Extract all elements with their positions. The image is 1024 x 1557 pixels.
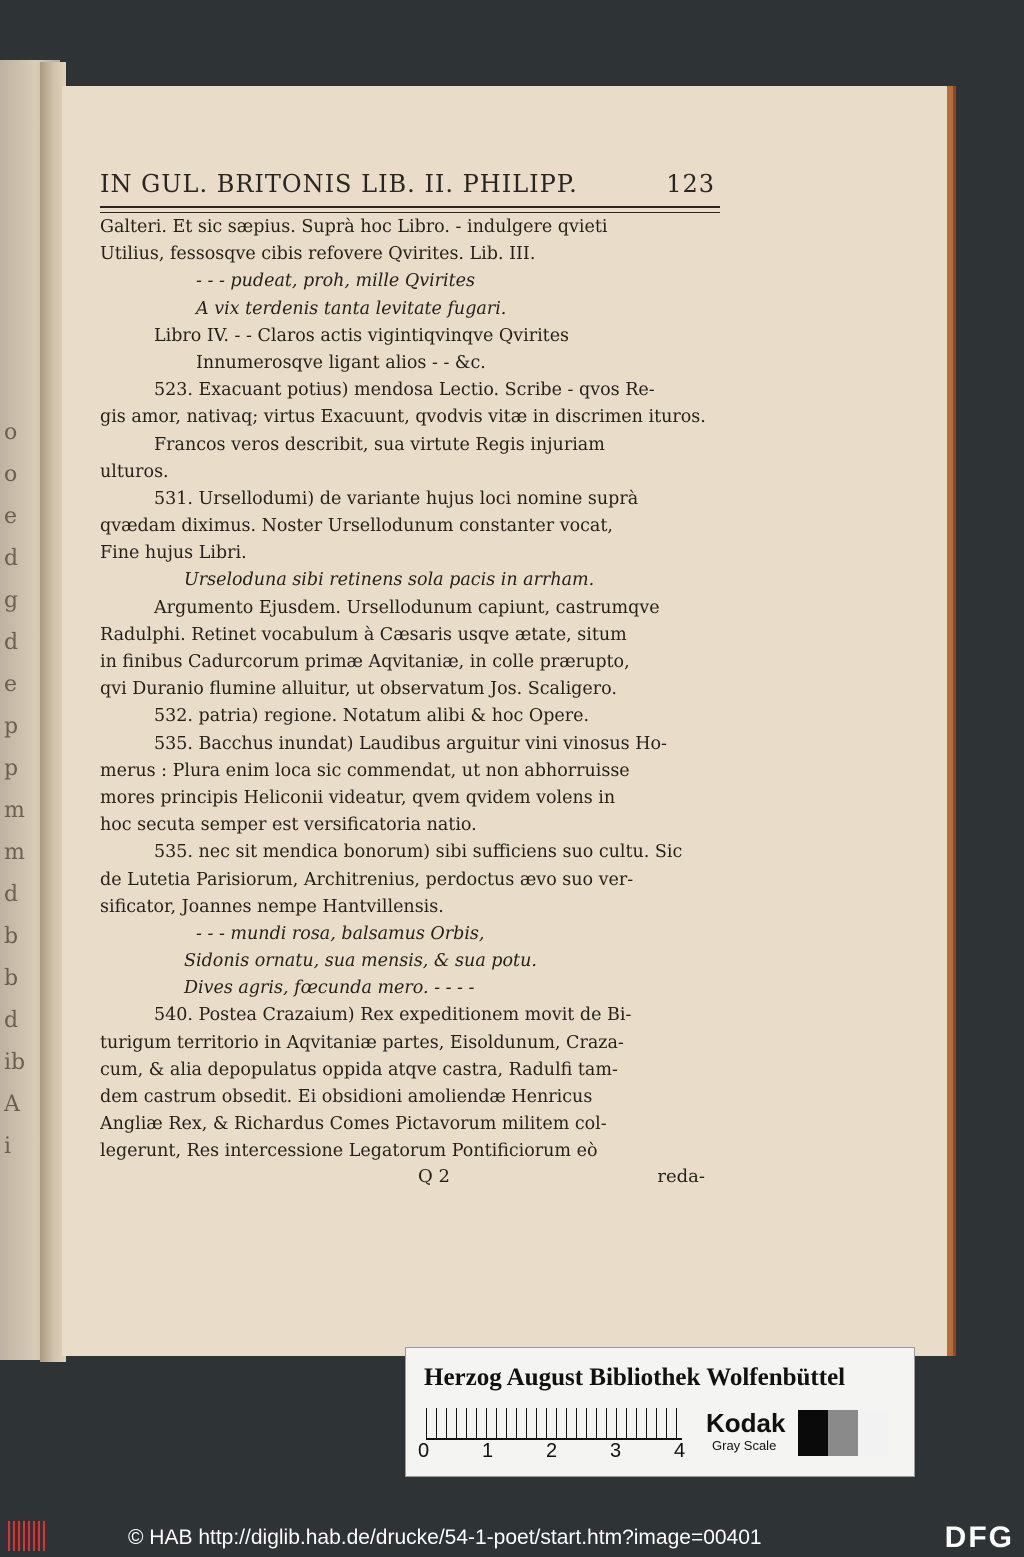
text-line: hoc secuta semper est versificatoria natio. — [100, 815, 477, 836]
left-fragment-letter: b — [4, 966, 19, 991]
gray-swatch — [828, 1410, 858, 1456]
text-line: in finibus Cadurcorum primæ Aqvitaniæ, in colle prærupto, — [100, 652, 630, 672]
left-fragment-letter: d — [4, 1008, 19, 1033]
catchword: reda- — [657, 1166, 705, 1187]
text-line: ulturos. — [100, 461, 169, 482]
ruler-tick-label: 3 — [610, 1440, 622, 1462]
text-line: mores principis Heliconii videatur, qvem qvidem volens in — [100, 787, 616, 808]
library-name: Herzog August Bibliothek Wolfenbüttel — [424, 1364, 846, 1391]
left-fragment-letter: ib — [4, 1050, 26, 1075]
gray-swatch — [858, 1410, 888, 1456]
left-fragment-letter: i — [4, 1134, 12, 1159]
left-fragment-letter: d — [4, 630, 19, 655]
text-line: Galteri. Et sic sæpius. Suprà hoc Libro. - indulgere qvieti — [100, 217, 608, 237]
text-line: 540. Postea Crazaium) Rex expeditionem movit de Bi- — [154, 1005, 632, 1026]
text-line: - - - pudeat, proh, mille Qvirites — [196, 271, 476, 292]
left-fragment-letter: e — [4, 672, 18, 697]
left-fragment-letter: o — [4, 420, 18, 445]
text-line: Utilius, fessosqve cibis refovere Qvirites. Lib. III. — [100, 244, 536, 265]
ruler-tick-label: 0 — [418, 1440, 430, 1462]
text-line: cum, & alia depopulatus oppida atqve castra, Radulfi tam- — [100, 1059, 618, 1080]
gray-swatch — [798, 1410, 828, 1456]
barcode-icon — [8, 1521, 48, 1551]
text-line: sificator, Joannes nempe Hantvillensis. — [100, 896, 444, 917]
page-text — [100, 214, 720, 1166]
text-line: qvi Duranio flumine alluitur, ut observatum Jos. Scaligero. — [100, 679, 617, 700]
ruler-ticks — [418, 1440, 698, 1468]
left-fragment-letter: d — [4, 882, 19, 907]
dfg-logo: DFG — [944, 1521, 1014, 1554]
ruler-tick-label: 2 — [546, 1440, 558, 1462]
text-line: Urseloduna sibi retinens sola pacis in arrham. — [184, 570, 595, 591]
text-line: Dives agris, fœcunda mero. - - - - — [184, 978, 475, 999]
left-fragment-letter: p — [4, 714, 19, 739]
text-line: Fine hujus Libri. — [100, 543, 247, 564]
color-scale-card — [405, 1347, 915, 1477]
text-line: Radulphi. Retinet vocabulum à Cæsaris usqve ætate, situm — [100, 624, 627, 645]
text-line: 532. patria) regione. Notatum alibi & hoc Opere. — [154, 706, 590, 727]
text-line: Innumerosqve ligant alios - - &c. — [196, 352, 486, 373]
signature-mark: Q 2 — [418, 1166, 450, 1187]
text-line: Angliæ Rex, & Richardus Comes Pictavorum militem col- — [100, 1114, 607, 1135]
running-head-title: IN GUL. BRITONIS LIB. II. PHILIPP. — [100, 170, 578, 198]
running-head — [100, 170, 715, 198]
text-line: A vix terdenis tanta levitate fugari. — [196, 298, 507, 319]
left-fragment-letter: e — [4, 504, 18, 529]
left-fragment-letter: d — [4, 546, 19, 571]
left-fragment-letter: g — [4, 588, 19, 613]
kodak-brand: Kodak — [706, 1408, 786, 1438]
text-line: Argumento Ejusdem. Ursellodunum capiunt, castrumqve — [154, 597, 660, 618]
text-line: 535. Bacchus inundat) Laudibus arguitur vini vinosus Ho- — [154, 733, 667, 754]
page-number: 123 — [666, 170, 715, 198]
text-line: legerunt, Res intercessione Legatorum Pontificiorum eò — [100, 1141, 598, 1162]
text-line: qvædam diximus. Noster Ursellodunum constanter vocat, — [100, 516, 613, 537]
left-fragment-letter: m — [4, 840, 25, 865]
text-line: dem castrum obsedit. Ei obsidioni amoliendæ Henricus — [100, 1087, 593, 1107]
text-line: Sidonis ornatu, sua mensis, & sua potu. — [184, 951, 537, 972]
text-line: gis amor, nativaq; virtus Exacuunt, qvodvis vitæ in discrimen ituros. — [100, 407, 706, 428]
text-line: - - - mundi rosa, balsamus Orbis, — [196, 923, 485, 944]
text-line: 523. Exacuant potius) mendosa Lectio. Scribe - qvos Re- — [154, 380, 655, 401]
text-line: de Lutetia Parisiorum, Architrenius, perdoctus ævo suo ver- — [100, 869, 634, 890]
left-fragment-letter: p — [4, 756, 19, 781]
text-line: Francos veros describit, sua virtute Regis injuriam — [154, 434, 605, 455]
text-line: Libro IV. - - Claros actis vigintiqvinqve Qvirites — [154, 325, 570, 346]
header-rule — [100, 206, 720, 213]
ruler-tick-label: 1 — [482, 1440, 494, 1462]
left-fragment-letter: m — [4, 798, 25, 823]
left-fragment-letter: A — [4, 1092, 20, 1117]
text-line: merus : Plura enim loca sic commendat, ut non abhorruisse — [100, 760, 630, 781]
text-line: 535. nec sit mendica bonorum) sibi sufficiens suo cultu. Sic — [154, 842, 683, 863]
ruler-icon — [426, 1408, 682, 1440]
left-fragment-letter: o — [4, 462, 18, 487]
text-line: 531. Ursellodumi) de variante hujus loci nomine suprà — [154, 488, 639, 509]
left-fragment-letter: b — [4, 924, 19, 949]
text-line: turigum territorio in Aqvitaniæ partes, Eisoldunum, Craza- — [100, 1032, 624, 1053]
ruler-tick-label: 4 — [674, 1440, 686, 1462]
page-footer-line — [100, 1166, 705, 1194]
source-link[interactable]: © HAB http://diglib.hab.de/drucke/54-1-poet/start.htm?image=00401 — [128, 1526, 762, 1549]
footer-bar — [0, 1517, 1024, 1557]
gray-scale-label: Gray Scale — [712, 1438, 777, 1453]
